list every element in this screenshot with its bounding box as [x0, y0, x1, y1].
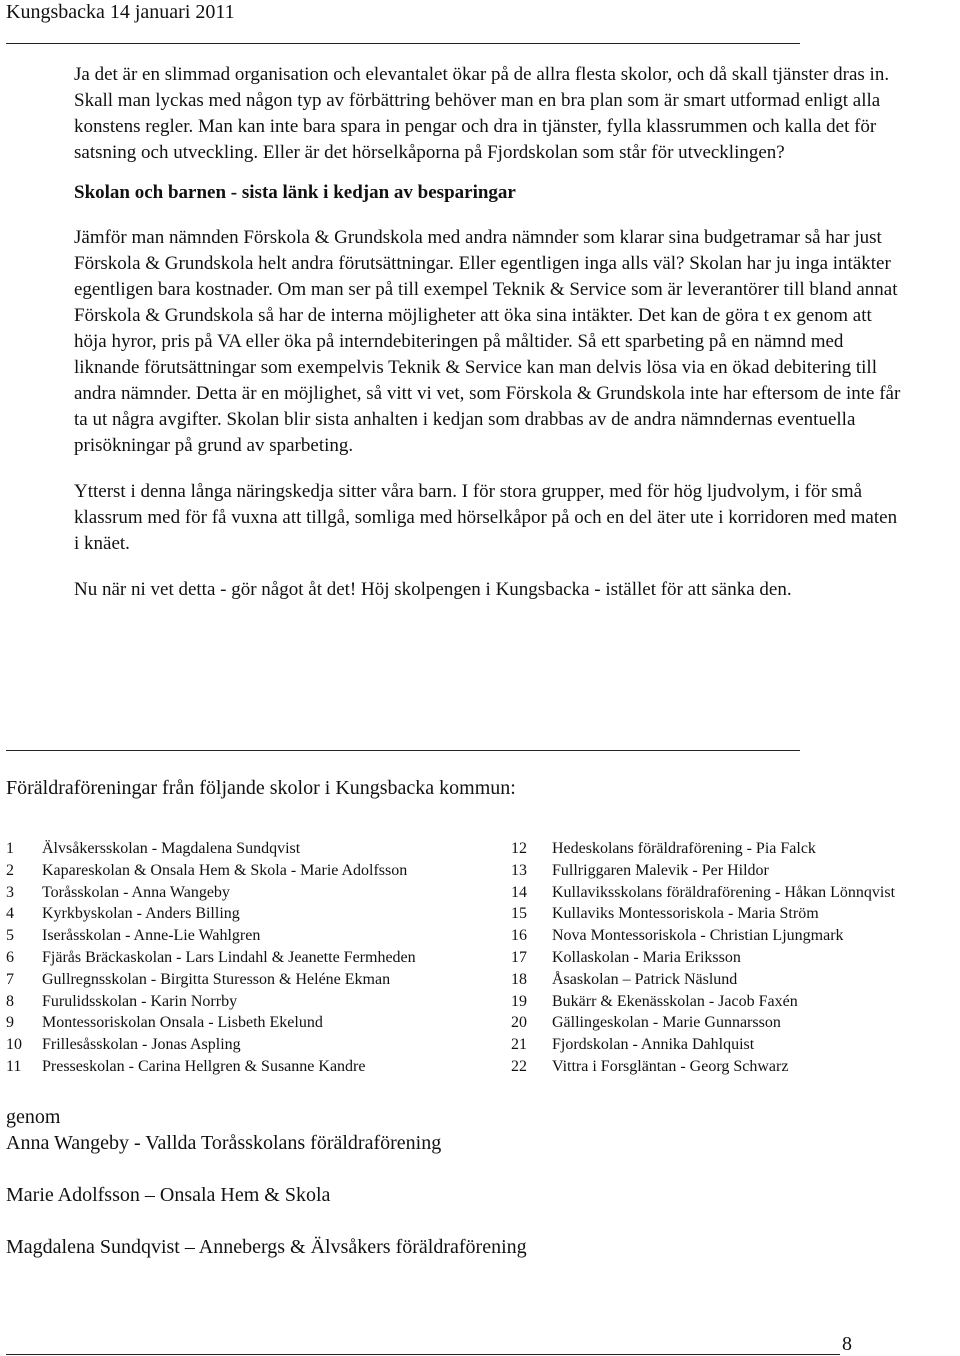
- school-list-item: [511, 991, 895, 1013]
- school-name: Vittra i Forsgläntan - Georg Schwarz: [552, 1057, 789, 1075]
- signoff-genom: genom: [6, 1106, 61, 1128]
- signoff-line-3: Magdalena Sundqvist – Annebergs & Älvsåkers föräldraförening: [6, 1236, 527, 1258]
- school-name: Kollaskolan - Maria Eriksson: [552, 948, 741, 966]
- school-number: 2: [6, 861, 14, 879]
- school-list-item: [6, 903, 416, 925]
- section-divider: [6, 750, 800, 751]
- school-name: Fjärås Bräckaskolan - Lars Lindahl & Jeanette Fermheden: [42, 948, 416, 966]
- school-number: 13: [511, 861, 527, 879]
- school-number: 10: [6, 1036, 22, 1054]
- school-name: Iseråsskolan - Anne-Lie Wahlgren: [42, 927, 261, 945]
- school-name: Furulidsskolan - Karin Norrby: [42, 992, 238, 1010]
- school-number: 12: [511, 840, 527, 857]
- paragraph-comparison: Jämför man nämnden Förskola & Grundskola med andra nämnder som klarar sina budgetramar så har just Förskola & Grundskola helt andra förutsättningar. Eller egentligen inga alls väl? Skolan har ju inga intäkter egentligen bara kostnader. Om man ser på till exempel Teknik & Service som är leverantörer till bland annat Förskola & Grundskola så har de interna möjligheter att öka sina intäkter. Det kan de göra t ex genom att höja hyror, pris på VA eller öka på interndebiteringen på måltider. Så ett sparbeting på en nämnd med liknande förutsättningar som exempelvis Teknik & Service kan man delvis lösa via en ökad debitering till andra nämnder. Detta är en möjlighet, så vitt vi vet, som Förskola & Grundskola inte har eftersom de inte får ta ut några avgifter. Skolan blir sista anhalten i kedjan som drabbas av de andra nämndernas eventuella prisökningar på grund av sparbeting.: [74, 227, 901, 456]
- school-list-item: [511, 969, 895, 991]
- school-list-item: [6, 1012, 416, 1034]
- school-list-item: [511, 1034, 895, 1056]
- school-number: 5: [6, 927, 14, 945]
- school-list-item: [511, 925, 895, 947]
- school-name: Toråsskolan - Anna Wangeby: [42, 883, 230, 901]
- school-number: 3: [6, 883, 14, 901]
- school-number: 11: [6, 1057, 22, 1075]
- school-name: Nova Montessoriskola - Christian Ljungmark: [552, 927, 844, 945]
- footer-rule: [6, 1354, 840, 1355]
- signoff: [6, 1104, 527, 1260]
- school-number: 1: [6, 840, 14, 857]
- school-name: Montessoriskolan Onsala - Lisbeth Ekelund: [42, 1014, 323, 1032]
- school-list-item: [511, 882, 895, 904]
- school-list-item: [6, 1056, 416, 1078]
- school-name: Åsaskolan – Patrick Näslund: [552, 970, 738, 988]
- school-list-item: [511, 1056, 895, 1078]
- letter-body: [74, 62, 904, 603]
- document-header: Kungsbacka 14 januari 2011: [6, 1, 235, 23]
- school-number: 9: [6, 1014, 14, 1032]
- school-number: 19: [511, 992, 527, 1010]
- paragraph-organisation: Ja det är en slimmad organisation och elevantalet ökar på de allra flesta skolor, och då skall tjänster dras in. Skall man lyckas med någon typ av förbättring behöver man en bra plan som är smart utformad enligt alla konstens regler. Man kan inte bara spara in pengar och dra in tjänster, fylla klassrummen och kalla det för satsning och utveckling. Eller är det hörselkåporna på Fjordskolan som står för utvecklingen?: [74, 64, 890, 163]
- school-number: 20: [511, 1014, 527, 1032]
- school-number: 16: [511, 927, 527, 945]
- school-name: Fjordskolan - Annika Dahlquist: [552, 1036, 755, 1054]
- section-heading: Skolan och barnen - sista länk i kedjan av besparingar: [74, 182, 516, 203]
- paragraph-children: Ytterst i denna långa näringskedja sitter våra barn. I för stora grupper, med för hög ljudvolym, i för små klassrum med för få vuxna att tillgå, somliga med hörselkåpor på och en del äter ute i korridoren med maten i knäet.: [74, 481, 898, 554]
- school-list-item: [6, 838, 416, 860]
- school-list-item: [511, 903, 895, 925]
- school-list-item: [511, 947, 895, 969]
- school-number: 17: [511, 948, 527, 966]
- school-list-item: [6, 991, 416, 1013]
- school-number: 18: [511, 970, 527, 988]
- school-list-item: [6, 860, 416, 882]
- school-number: 22: [511, 1057, 527, 1075]
- school-name: Älvsåkersskolan - Magdalena Sundqvist: [42, 840, 301, 857]
- school-list-item: [511, 1012, 895, 1034]
- paragraph-call-to-action: Nu när ni vet detta - gör något åt det! Höj skolpengen i Kungsbacka - istället för att sänka den.: [74, 579, 792, 600]
- school-list-left: [6, 838, 416, 1078]
- school-number: 15: [511, 905, 527, 923]
- school-name: Hedeskolans föräldraförening - Pia Falck: [552, 840, 816, 857]
- school-name: Frillesåsskolan - Jonas Aspling: [42, 1036, 241, 1054]
- school-number: 14: [511, 883, 527, 901]
- schools-title: Föräldraföreningar från följande skolor i Kungsbacka kommun:: [6, 777, 516, 799]
- school-list-item: [6, 947, 416, 969]
- header-rule: [6, 43, 800, 44]
- school-name: Gullregnsskolan - Birgitta Sturesson & Heléne Ekman: [42, 970, 391, 988]
- school-list-item: [6, 1034, 416, 1056]
- page-number: 8: [842, 1333, 852, 1355]
- school-number: 7: [6, 970, 14, 988]
- school-name: Bukärr & Ekenässkolan - Jacob Faxén: [552, 992, 798, 1010]
- school-number: 6: [6, 948, 14, 966]
- school-name: Kyrkbyskolan - Anders Billing: [42, 905, 240, 923]
- school-name: Kullaviksskolans föräldraförening - Håkan Lönnqvist: [552, 883, 896, 901]
- school-list-item: [6, 969, 416, 991]
- school-list-item: [511, 860, 895, 882]
- signoff-line-1: Anna Wangeby - Vallda Toråsskolans föräldraförening: [6, 1132, 442, 1154]
- school-list-item: [511, 838, 895, 860]
- school-name: Kullaviks Montessoriskola - Maria Ström: [552, 905, 819, 923]
- school-list-item: [6, 882, 416, 904]
- signoff-line-2: Marie Adolfsson – Onsala Hem & Skola: [6, 1184, 331, 1206]
- school-number: 4: [6, 905, 14, 923]
- school-number: 21: [511, 1036, 527, 1054]
- school-name: Gällingeskolan - Marie Gunnarsson: [552, 1014, 781, 1032]
- school-list-right: [511, 838, 895, 1078]
- school-number: 8: [6, 992, 14, 1010]
- school-name: Fullriggaren Malevik - Per Hildor: [552, 861, 769, 879]
- school-name: Kapareskolan & Onsala Hem & Skola - Marie Adolfsson: [42, 861, 408, 879]
- school-list-item: [6, 925, 416, 947]
- school-name: Presseskolan - Carina Hellgren & Susanne Kandre: [42, 1057, 366, 1075]
